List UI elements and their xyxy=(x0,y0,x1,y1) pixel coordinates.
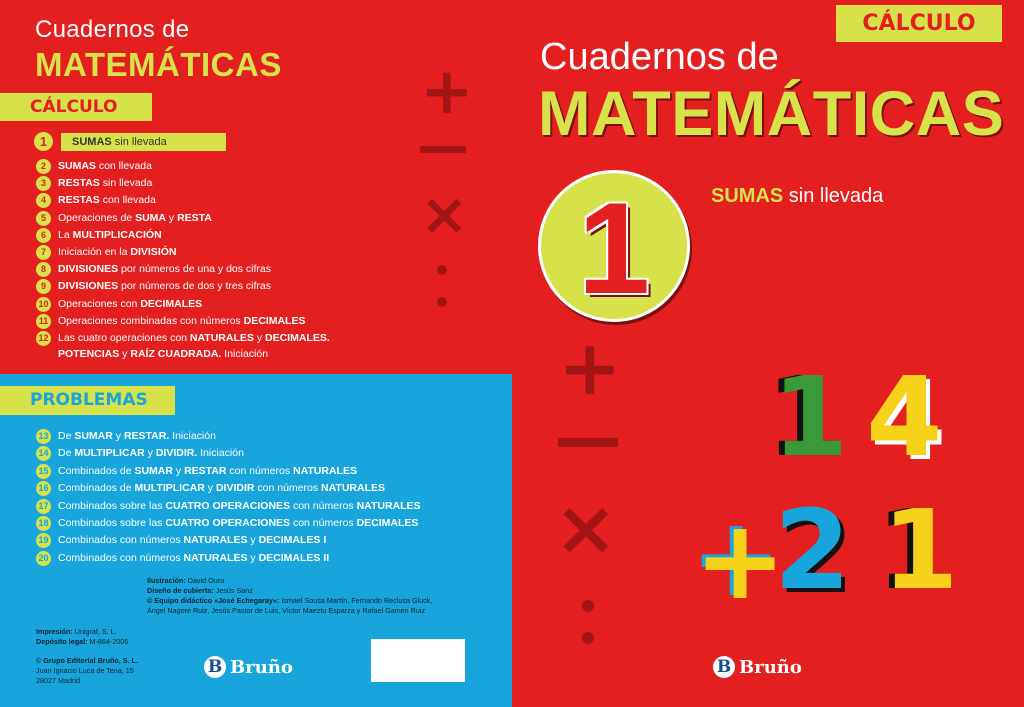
text-line: Depósito legal: M-864-2006 xyxy=(36,637,129,646)
list-item: 11 Operaciones combinadas con números DECIMALES xyxy=(36,313,330,330)
item-number-badge: 13 xyxy=(36,429,51,444)
volume-number: 1 xyxy=(577,175,651,321)
list-item: 4 RESTAS con llevada xyxy=(36,192,330,209)
barcode-area xyxy=(371,639,465,682)
back-title-line1: Cuadernos de xyxy=(35,16,190,43)
list-item: 5 Operaciones de SUMA y RESTA xyxy=(36,210,330,227)
item-number-badge: 16 xyxy=(36,481,51,496)
calculo-section-label: CÁLCULO xyxy=(0,93,152,121)
list-item: 20 Combinados con números NATURALES y DECIMALES II xyxy=(36,550,421,567)
list-item: 17 Combinados sobre las CUATRO OPERACIONES con números NATURALES xyxy=(36,498,421,515)
times-icon: × xyxy=(420,180,469,248)
times-icon: × xyxy=(554,483,618,572)
divide-dots-icon xyxy=(582,600,594,612)
item-number-badge: 17 xyxy=(36,499,51,514)
print-info xyxy=(36,627,128,647)
item-number-badge: 19 xyxy=(36,533,51,548)
sum-top-digit-2: 4 xyxy=(866,353,943,481)
item-number-badge: 11 xyxy=(36,314,51,329)
front-title-line2: MATEMÁTICAS xyxy=(538,79,1005,149)
minus-icon xyxy=(558,438,618,447)
list-item: 19 Combinados con números NATURALES y DECIMALES I xyxy=(36,532,421,549)
calculo-list xyxy=(36,158,330,362)
plus-icon: + xyxy=(420,55,474,129)
item-number-badge: 5 xyxy=(36,211,51,226)
item-number-badge: 8 xyxy=(36,262,51,277)
item-number-badge: 15 xyxy=(36,464,51,479)
text-line: Diseño de cubierta: Jesús Sanz xyxy=(147,586,253,595)
credits-block xyxy=(147,576,432,616)
list-item: 10 Operaciones con DECIMALES xyxy=(36,296,330,313)
volume-subtitle: SUMAS sin llevada xyxy=(711,185,884,207)
item-number-badge: 14 xyxy=(36,446,51,461)
list-item: 14 De MULTIPLICAR y DIVIDIR. Iniciación xyxy=(36,445,421,462)
divide-dots-icon xyxy=(437,297,447,307)
item-number-badge: 7 xyxy=(36,245,51,260)
front-calculo-label: CÁLCULO xyxy=(836,5,1002,42)
list-item: 13 De SUMAR y RESTAR. Iniciación xyxy=(36,428,421,445)
sum-bottom-digit-2: 1 xyxy=(882,486,959,614)
text-line: © Grupo Editorial Bruño, S. L. xyxy=(36,656,138,665)
list-item: 18 Combinados sobre las CUATRO OPERACIONES con números DECIMALES xyxy=(36,515,421,532)
volume-number-badge xyxy=(538,170,690,322)
text-line: 28027 Madrid xyxy=(36,676,80,685)
text-line: Impresión: Unigraf, S. L. xyxy=(36,627,117,636)
list-item: 3 RESTAS sin llevada xyxy=(36,175,330,192)
divide-dots-icon xyxy=(582,632,594,644)
item-number-badge: 2 xyxy=(36,159,51,174)
front-title-line1: Cuadernos de xyxy=(540,36,779,78)
item-number-badge: 4 xyxy=(36,193,51,208)
list-item: 6 La MULTIPLICACIÓN xyxy=(36,227,330,244)
list-item: 15 Combinados de SUMAR y RESTAR con números NATURALES xyxy=(36,463,421,480)
sum-top-digit-1: 1 xyxy=(772,353,849,481)
plus-icon: + xyxy=(558,323,622,412)
item-number-badge: 1 xyxy=(34,132,53,151)
bruno-logo-back: B Bruño xyxy=(204,656,293,678)
item-number-badge: 20 xyxy=(36,551,51,566)
list-item: 12 Las cuatro operaciones con NATURALES y DECIMALES. POTENCIAS y RAÍZ CUADRADA. Iniciación xyxy=(36,330,330,362)
bruno-logo-icon: B xyxy=(204,656,226,678)
item-number-badge: 9 xyxy=(36,279,51,294)
item-number-badge: 10 xyxy=(36,297,51,312)
minus-icon xyxy=(420,146,466,153)
publisher-info xyxy=(36,656,138,686)
text-line: Juan Ignacio Luca de Tena, 15 xyxy=(36,666,134,675)
problemas-section-label: PROBLEMAS xyxy=(0,386,175,415)
bruno-logo-front: B Bruño xyxy=(713,656,802,678)
list-item: 16 Combinados de MULTIPLICAR y DIVIDIR con números NATURALES xyxy=(36,480,421,497)
text-line: Ángel Nagore Ruiz, Jesús Pastor de Luis, Víctor Maeztu Esparza y Rafael Gamen Ruiz xyxy=(147,606,426,615)
list-item: 8 DIVISIONES por números de una y dos cifras xyxy=(36,261,330,278)
sum-plus-sign: + xyxy=(694,496,787,624)
problemas-list xyxy=(36,428,421,567)
divide-dots-icon xyxy=(437,265,447,275)
list-item: 7 Iniciación en la DIVISIÓN xyxy=(36,244,330,261)
text-line: Ilustración: David Ouro xyxy=(147,576,225,585)
item-number-badge: 18 xyxy=(36,516,51,531)
item-1-highlight: SUMAS sin llevada xyxy=(61,133,226,151)
text-line: © Equipo didáctico «José Echegaray»: Ismael Sousa Martín, Fernando Reclusa Gluck, xyxy=(147,596,433,605)
list-item: 9 DIVISIONES por números de dos y tres cifras xyxy=(36,278,330,295)
back-title-line2: MATEMÁTICAS xyxy=(35,46,282,83)
list-item: 2 SUMAS con llevada xyxy=(36,158,330,175)
item-number-badge: 6 xyxy=(36,228,51,243)
bruno-logo-icon: B xyxy=(713,656,735,678)
item-number-badge: 3 xyxy=(36,176,51,191)
sum-bottom-digit-1: 2 xyxy=(774,486,851,614)
item-number-badge: 12 xyxy=(36,331,51,346)
